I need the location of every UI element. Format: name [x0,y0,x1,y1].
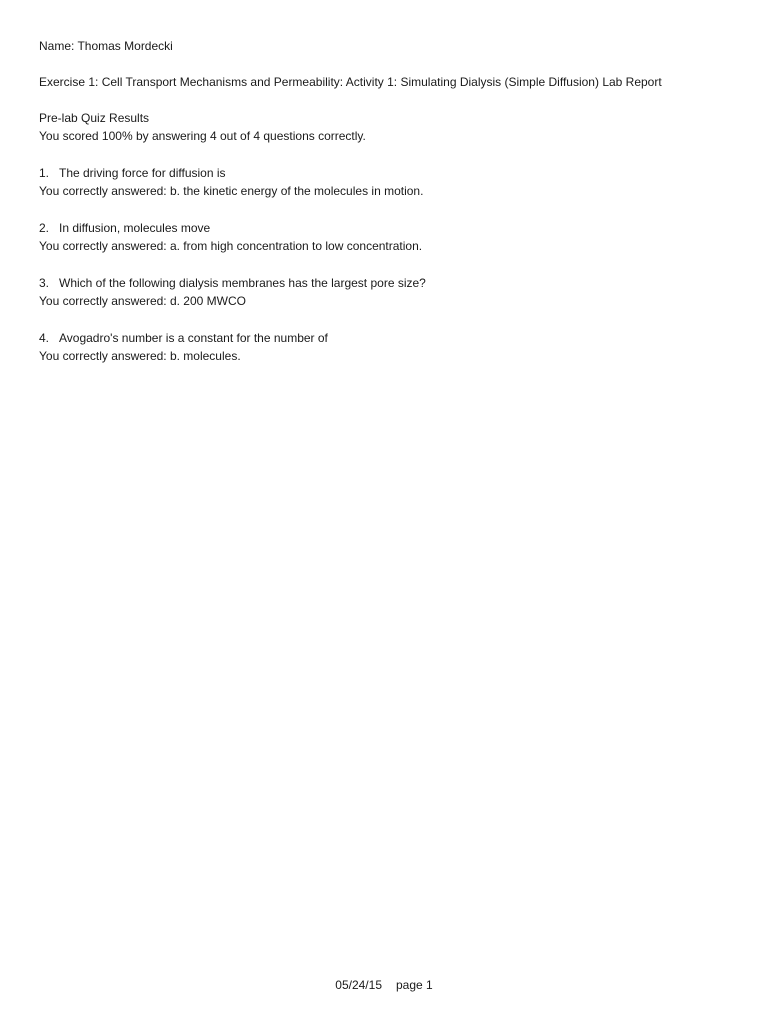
answer-3: You correctly answered: d. 200 MWCO [39,294,246,308]
question-1 [39,165,226,181]
question-number: 3. [39,276,50,290]
question-text: Which of the following dialysis membranes has the largest pore size? [59,276,426,290]
question-number: 4. [39,331,50,345]
footer-date: 05/24/15 [335,978,382,992]
answer-4: You correctly answered: b. molecules. [39,349,241,363]
question-3 [39,275,426,291]
page-footer [0,977,768,993]
report-title: Exercise 1: Cell Transport Mechanisms and Permeability: Activity 1: Simulating Dialysis (Simple Diffusion) Lab Report [39,75,662,89]
question-number: 1. [39,166,50,180]
answer-2: You correctly answered: a. from high concentration to low concentration. [39,239,423,253]
question-text: Avogadro's number is a constant for the number of [59,331,328,345]
footer-page-number: page 1 [396,978,433,992]
question-number: 2. [39,221,50,235]
question-text: The driving force for diffusion is [59,166,226,180]
question-text: In diffusion, molecules move [59,221,211,235]
question-2 [39,220,210,236]
student-name: Name: Thomas Mordecki [39,39,173,53]
quiz-heading: Pre-lab Quiz Results [39,111,150,125]
quiz-score: You scored 100% by answering 4 out of 4 questions correctly. [39,129,366,143]
answer-1: You correctly answered: b. the kinetic energy of the molecules in motion. [39,184,424,198]
question-4 [39,330,328,346]
